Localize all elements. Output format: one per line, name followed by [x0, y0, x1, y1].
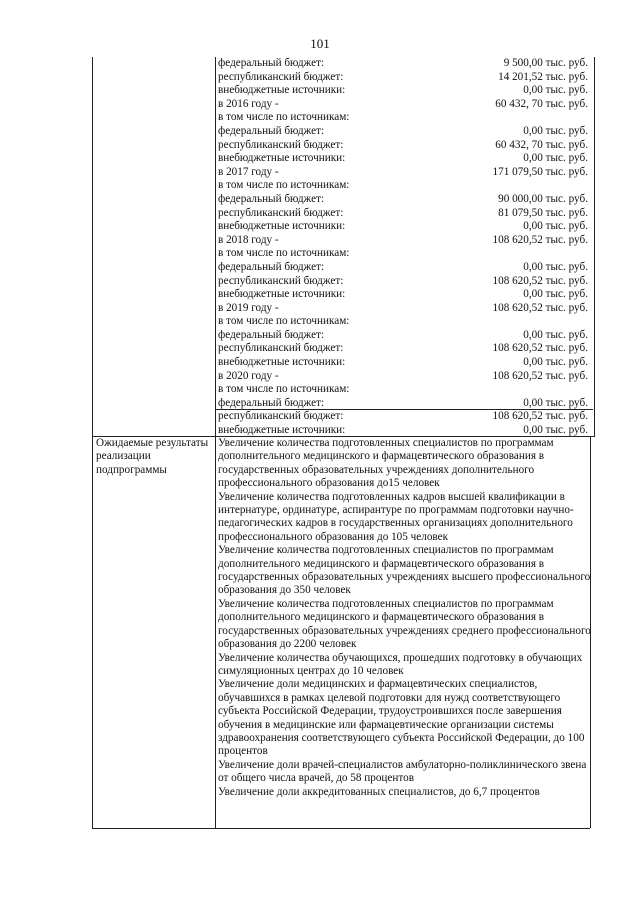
budget-row-amount: 0,00 тыс. руб.	[523, 424, 588, 437]
budget-row-label: в 2020 году -	[218, 369, 279, 382]
budget-row	[218, 111, 588, 125]
budget-row-label: в том числе по источникам:	[218, 111, 350, 124]
budget-row-label: в том числе по источникам:	[218, 383, 350, 396]
budget-row-amount: 0,00 тыс. руб.	[523, 356, 588, 369]
budget-row-label: федеральный бюджет:	[218, 396, 325, 409]
budget-row	[218, 329, 588, 343]
budget-row	[218, 152, 588, 166]
budget-row	[218, 410, 588, 424]
budget-row-label: федеральный бюджет:	[218, 124, 325, 137]
budget-row-label: в 2018 году -	[218, 233, 279, 246]
table-bottom-border	[92, 828, 590, 829]
budget-row-amount: 0,00 тыс. руб.	[523, 220, 588, 233]
budget-row-label: федеральный бюджет:	[218, 57, 325, 69]
budget-row-label: внебюджетные источники:	[218, 288, 346, 301]
result-item: Увеличение количества обучающихся, прошедших подготовку в обучающих симуляционных центрах до 10 человек	[218, 651, 583, 677]
table-right-border	[594, 57, 595, 437]
expected-results	[218, 437, 594, 799]
budget-row	[218, 275, 588, 289]
budget-row-label: внебюджетные источники:	[218, 424, 346, 437]
budget-row-amount: 0,00 тыс. руб.	[523, 152, 588, 165]
budget-row	[218, 179, 588, 193]
result-item: Увеличение количества подготовленных специалистов по программам дополнительного медицинского и фармацевтического образования в государственных образовательных учреждениях высшего профессионального образования до 350 человек	[218, 544, 591, 597]
budget-row-label: республиканский бюджет:	[218, 138, 344, 151]
budget-row-amount: 108 620,52 тыс. руб.	[492, 369, 588, 382]
budget-row-label: в том числе по источникам:	[218, 315, 350, 328]
budget-row-amount: 0,00 тыс. руб.	[523, 84, 588, 97]
results-label: Ожидаемые результаты реализации подпрограммы	[96, 437, 209, 476]
budget-row-amount: 81 079,50 тыс. руб.	[498, 206, 588, 219]
budget-row-label: республиканский бюджет:	[218, 206, 344, 219]
budget-row-label: федеральный бюджет:	[218, 260, 325, 273]
budget-row	[218, 302, 588, 316]
budget-row-label: внебюджетные источники:	[218, 84, 346, 97]
budget-row-amount: 90 000,00 тыс. руб.	[498, 192, 588, 205]
budget-row	[218, 424, 588, 438]
budget-row-amount: 108 620,52 тыс. руб.	[492, 410, 588, 423]
result-item: Увеличение доли аккредитованных специалистов, до 6,7 процентов	[218, 785, 540, 798]
budget-row	[218, 370, 588, 384]
budget-row-amount: 9 500,00 тыс. руб.	[503, 57, 588, 69]
budget-row	[218, 356, 588, 370]
budget-row	[218, 247, 588, 261]
budget-row-label: республиканский бюджет:	[218, 410, 344, 423]
budget-row-label: внебюджетные источники:	[218, 152, 346, 165]
budget-row-label: в том числе по источникам:	[218, 179, 350, 192]
result-item: Увеличение количества подготовленных специалистов по программам дополнительного медицинского и фармацевтического образования в государственных образовательных учреждениях среднего профессионального образования до 2200 человек	[218, 597, 591, 651]
budget-row	[218, 315, 588, 329]
budget-row	[218, 71, 588, 85]
budget-row-label: федеральный бюджет:	[218, 328, 325, 341]
budget-row-label: внебюджетные источники:	[218, 356, 346, 369]
budget-row	[218, 166, 588, 180]
result-item: Увеличение количества подготовленных специалистов по программам дополнительного медицинского и фармацевтического образования в государственных образовательных учреждениях дополнительного профессионального образования до15 человек	[218, 437, 554, 490]
budget-row-label: в 2017 году -	[218, 165, 279, 178]
budget-row	[218, 397, 588, 411]
budget-row-amount: 0,00 тыс. руб.	[523, 260, 588, 273]
budget-row-amount: 14 201,52 тыс. руб.	[498, 70, 588, 83]
budget-row	[218, 98, 588, 112]
result-item: Увеличение количества подготовленных кадров высшей квалификации в интернатуре, ординатуре, аспирантуре по программам подготовки научно-педагогических кадров в государственных организациях дополнительного профессионального образования до 105 человек	[218, 490, 574, 543]
budget-row-label: в 2019 году -	[218, 301, 279, 314]
budget-row	[218, 139, 588, 153]
budget-row	[218, 342, 588, 356]
budget-row-label: республиканский бюджет:	[218, 342, 344, 355]
budget-row	[218, 57, 588, 71]
budget-row-label: в том числе по источникам:	[218, 247, 350, 260]
budget-row	[218, 125, 588, 139]
budget-row	[218, 207, 588, 221]
budget-row-amount: 60 432, 70 тыс. руб.	[495, 97, 588, 110]
table-column-divider	[215, 57, 216, 828]
budget-row-amount: 60 432, 70 тыс. руб.	[495, 138, 588, 151]
budget-row	[218, 288, 588, 302]
budget-row	[218, 383, 588, 397]
budget-row-amount: 0,00 тыс. руб.	[523, 328, 588, 341]
budget-row-label: внебюджетные источники:	[218, 220, 346, 233]
page-number: 101	[310, 36, 330, 51]
budget-row-amount: 171 079,50 тыс. руб.	[492, 165, 588, 178]
budget-row-amount: 0,00 тыс. руб.	[523, 124, 588, 137]
budget-row-amount: 0,00 тыс. руб.	[523, 396, 588, 409]
result-item: Увеличение доли врачей-специалистов амбулаторно-поликлинического звена от общего числа врачей, до 58 процентов	[218, 758, 587, 785]
result-item: Увеличение доли медицинских и фармацевтических специалистов, обучавшихся в рамках целевой подготовки для нужд соответствующего субъекта Российской Федерации, трудоустроившихся после завершения обучения в медицинские или фармацевтические организации системы здравоохранения соответствующего субъекта Российской Федерации, до 100 процентов	[218, 678, 585, 758]
budget-row-amount: 108 620,52 тыс. руб.	[492, 342, 588, 355]
budget-breakdown	[218, 57, 588, 438]
budget-row-amount: 108 620,52 тыс. руб.	[492, 274, 588, 287]
budget-row	[218, 261, 588, 275]
budget-row	[218, 220, 588, 234]
budget-row-amount: 108 620,52 тыс. руб.	[492, 301, 588, 314]
budget-row	[218, 84, 588, 98]
budget-row-amount: 0,00 тыс. руб.	[523, 288, 588, 301]
budget-row-label: республиканский бюджет:	[218, 70, 344, 83]
budget-row-label: федеральный бюджет:	[218, 192, 325, 205]
budget-row-amount: 108 620,52 тыс. руб.	[492, 233, 588, 246]
budget-row	[218, 234, 588, 248]
budget-row	[218, 193, 588, 207]
budget-row-label: в 2016 году -	[218, 97, 279, 110]
table-left-border	[92, 57, 93, 828]
budget-row-label: республиканский бюджет:	[218, 274, 344, 287]
